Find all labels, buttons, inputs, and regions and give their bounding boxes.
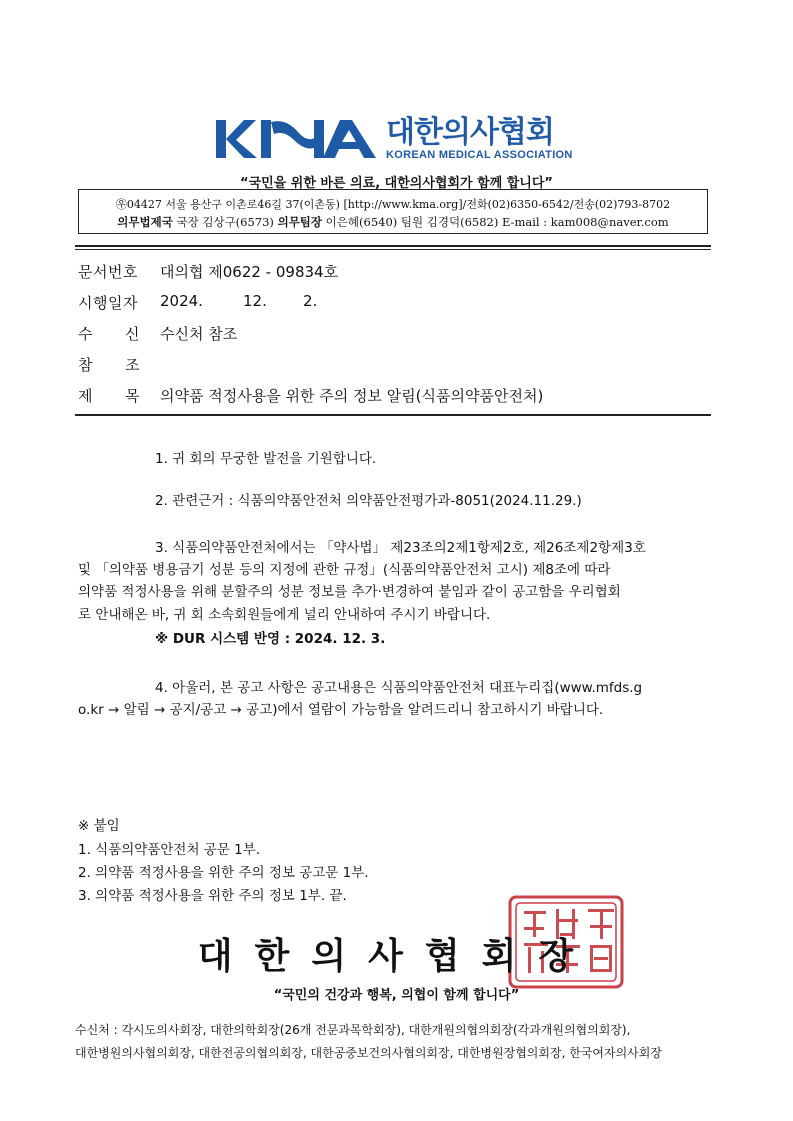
contact-dept2: 의무팀장 [277,215,323,229]
paragraph-3-line-3: 의약품 적정사용을 위해 분할주의 성분 정보를 추가·변경하여 붙임과 같이 공고함을 우리협회 [78,584,621,600]
dur-note: ※ DUR 시스템 반영 : 2024. 12. 3. [155,631,386,647]
attachment-item: 3. 의약품 적정사용을 위한 주의 정보 1부. 끝. [78,888,347,904]
date-year: 2024. [160,292,203,310]
paragraph-4-line-2: o.kr → 알림 → 공지/공고 → 공고)에서 열람이 가능함을 알려드리니 참고하시기 바랍니다. [78,702,604,718]
header-divider [75,245,711,247]
date-label: 시행일자 [78,294,138,312]
paragraph-1: 1. 귀 회의 무궁한 발전을 기원합니다. [155,451,377,467]
org-name-en: KOREAN MEDICAL ASSOCIATION [386,149,573,161]
paragraph-2: 2. 관련근거 : 식품의약품안전처 의약품안전평가과-8051(2024.11.29.) [155,493,582,509]
attachments-heading: ※ 붙임 [78,818,120,834]
doc-no-label: 문서번호 [78,263,138,281]
doc-no: 대의협 제0622 - 09834호 [160,263,339,281]
address-line: ㉾04427 서울 용산구 이촌로46길 37(이촌동) [http://www.kma.org]/전화(02)6350-6542/전송(02)793-8702 [115,198,671,211]
subject-label: 제 목 [78,387,140,405]
recipient-label: 수 신 [78,325,140,343]
contact-dept1-people: 국장 김상구(6573) [172,215,278,229]
org-name-ko: 대한의사협회 [386,115,554,150]
footer-slogan: “국민의 건강과 행복, 의협이 함께 합니다” [273,988,520,1003]
paragraph-4-line-1: 4. 아울러, 본 공고 사항은 공고내용은 식품의약품안전처 대표누리집(www.mfds.g [155,680,643,696]
paragraph-3-line-2: 및 「의약품 병용금기 성분 등의 지정에 관한 규정」(식품의약품안전처 고시) 제8조에 따라 [78,562,611,578]
reference-label: 참 조 [78,356,140,374]
paragraph-3-line-1: 3. 식품의약품안전처에서는 「약사법」 제23조의2제1항제2호, 제26조제2항제3호 [155,540,646,556]
recipients-line-1: 수신처 : 각시도의사회장, 대한의학회장(26개 전문과목학회장), 대한개원의협의회장(각과개원의협의회장), [75,1023,631,1037]
header-slogan: “국민을 위한 바른 의료, 대한의사협회가 함께 합니다” [240,176,553,191]
subject: 의약품 적정사용을 위한 주의 정보 알림(식품의약품안전처) [160,387,544,405]
date-month: 12. [243,292,267,310]
meta-divider [75,414,711,416]
address-box [78,189,708,234]
signatory: 대한의사협회장 [197,935,596,977]
recipients-line-2: 대한병원의사협의회장, 대한전공의협의회장, 대한공중보건의사협의회장, 대한병원장협의회장, 한국여자의사회장 [75,1046,662,1060]
contact-dept2-people: 이은혜(6540) 팀원 김경덕(6582) E-mail : kam008@naver.com [322,215,669,229]
attachment-item: 2. 의약품 적정사용을 위한 주의 정보 공고문 1부. [78,865,369,881]
attachment-item: 1. 식품의약품안전처 공문 1부. [78,842,261,858]
date-day: 2. [303,292,318,310]
recipient: 수신처 참조 [160,325,238,343]
kma-logo [216,118,378,160]
contact-line [79,214,707,230]
contact-dept1: 의무법제국 [117,215,173,229]
header-divider-thin [75,249,711,250]
paragraph-3-line-4: 로 안내해온 바, 귀 회 소속회원들에게 널리 안내하여 주시기 바랍니다. [78,607,491,623]
